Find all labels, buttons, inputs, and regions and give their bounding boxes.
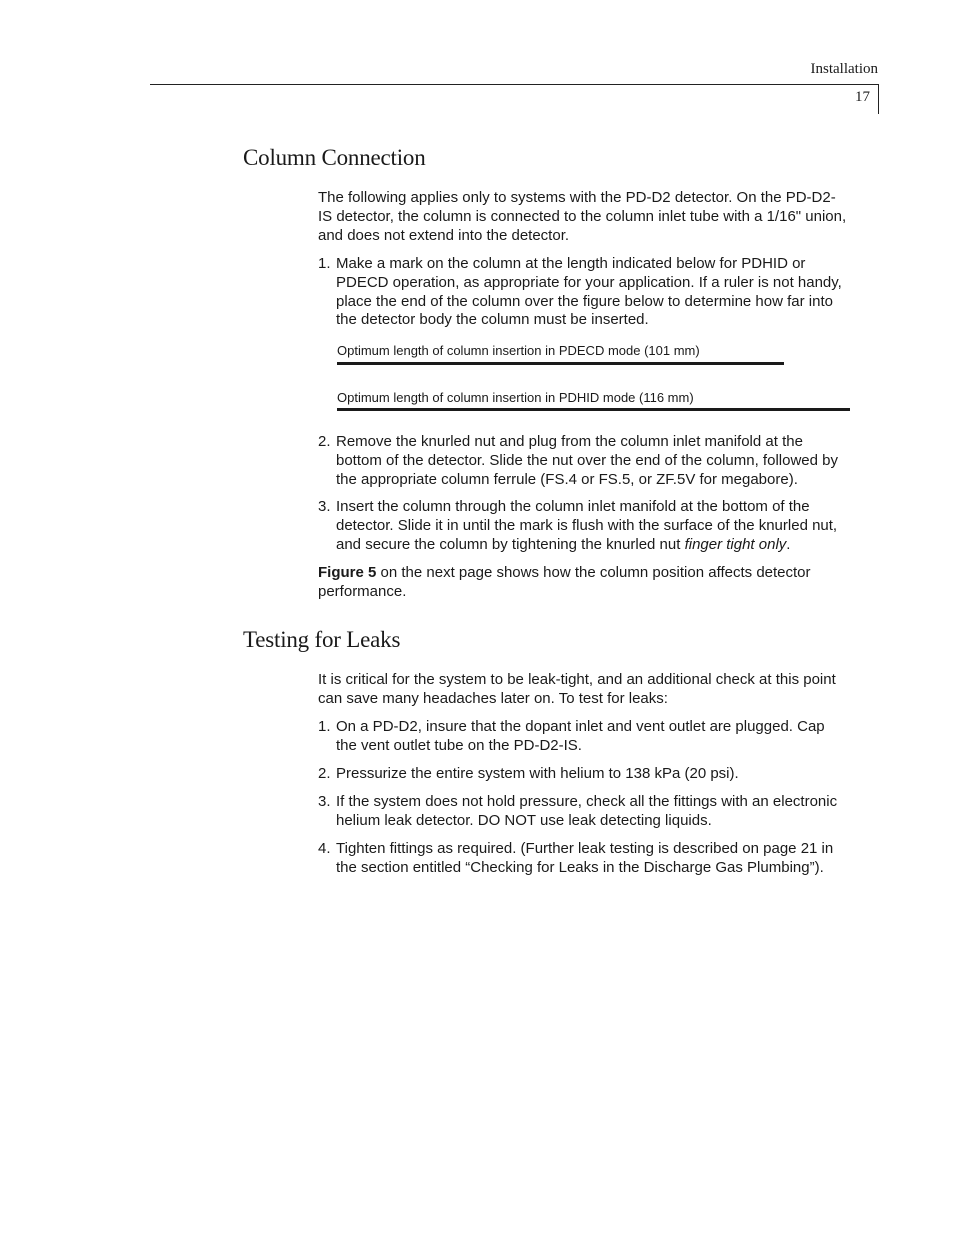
step-text: Remove the knurled nut and plug from the column inlet manifold at the bottom of the detector. Slide the nut over the end of the column, followed by the appropriate column ferrule (FS.4 or FS.5, or ZF.5V for megabore). <box>336 433 838 488</box>
step-text-main: Insert the column through the column inlet manifold at the bottom of the detector. Slide it in until the mark is flush with the surface of the knurled nut, and secure the column by tightening the knurled nut <box>336 498 838 553</box>
pdecd-insertion-label: Optimum length of column insertion in PDECD mode (101 mm) <box>337 343 700 358</box>
column-connection-intro: The following applies only to systems with the PD-D2 detector. On the PD-D2-IS detector, the column is connected to the column inlet tube with a 1/16" union, and does not extend into the detector. <box>318 189 847 244</box>
leak-step-3 <box>318 793 848 831</box>
step-text: Make a mark on the column at the length indicated below for PDHID or PDECD operation, as appropriate for your application. If a ruler is not handy, place the end of the column over the figure below to determine how far into the detector body the column must be inserted. <box>336 255 842 329</box>
header-section-title: Installation <box>810 61 878 77</box>
step-number: 1. <box>318 718 331 735</box>
column-step-3 <box>318 498 848 554</box>
step-text: On a PD-D2, insure that the dopant inlet and vent outlet are plugged. Cap the vent outlet tube on the PD-D2-IS. <box>336 718 825 754</box>
figure-reference-text: on the next page shows how the column position affects detector performance. <box>318 564 811 600</box>
pdhid-insertion-bar <box>337 408 850 411</box>
step-number: 3. <box>318 793 331 810</box>
figure-reference-link-text: Figure 5 <box>318 564 377 581</box>
step-text: If the system does not hold pressure, check all the fittings with an electronic helium leak detector. DO NOT use leak detecting liquids. <box>336 793 838 829</box>
step-number: 2. <box>318 433 331 450</box>
page-number-tick <box>878 84 879 114</box>
pdhid-insertion-label: Optimum length of column insertion in PDHID mode (116 mm) <box>337 390 694 405</box>
step-text-end: . <box>786 535 791 553</box>
leak-step-1 <box>318 718 848 756</box>
column-step-1 <box>318 255 848 330</box>
step-number: 3. <box>318 498 331 515</box>
section-title-testing-for-leaks: Testing for Leaks <box>243 627 401 652</box>
figure-reference-note <box>318 564 848 602</box>
pdecd-insertion-bar <box>337 362 784 365</box>
step-number: 1. <box>318 255 331 272</box>
page-number: 17 <box>855 89 870 105</box>
leak-step-4 <box>318 840 848 878</box>
column-step-2 <box>318 433 848 489</box>
step-text: Tighten fittings as required. (Further leak testing is described on page 21 in the section entitled “Checking for Leaks in the Discharge Gas Plumbing”). <box>336 840 834 876</box>
step-number: 4. <box>318 840 331 857</box>
leak-step-2 <box>318 765 848 784</box>
header-rule <box>150 84 879 85</box>
leaks-intro: It is critical for the system to be leak-tight, and an additional check at this point can save many headaches later on. To test for leaks: <box>318 671 836 707</box>
step-text: Pressurize the entire system with helium to 138 kPa (20 psi). <box>336 765 739 782</box>
step-number: 2. <box>318 765 331 782</box>
step-text <box>318 498 848 554</box>
step-text-emphasis: finger tight only <box>684 535 787 553</box>
section-title-column-connection: Column Connection <box>243 145 426 170</box>
